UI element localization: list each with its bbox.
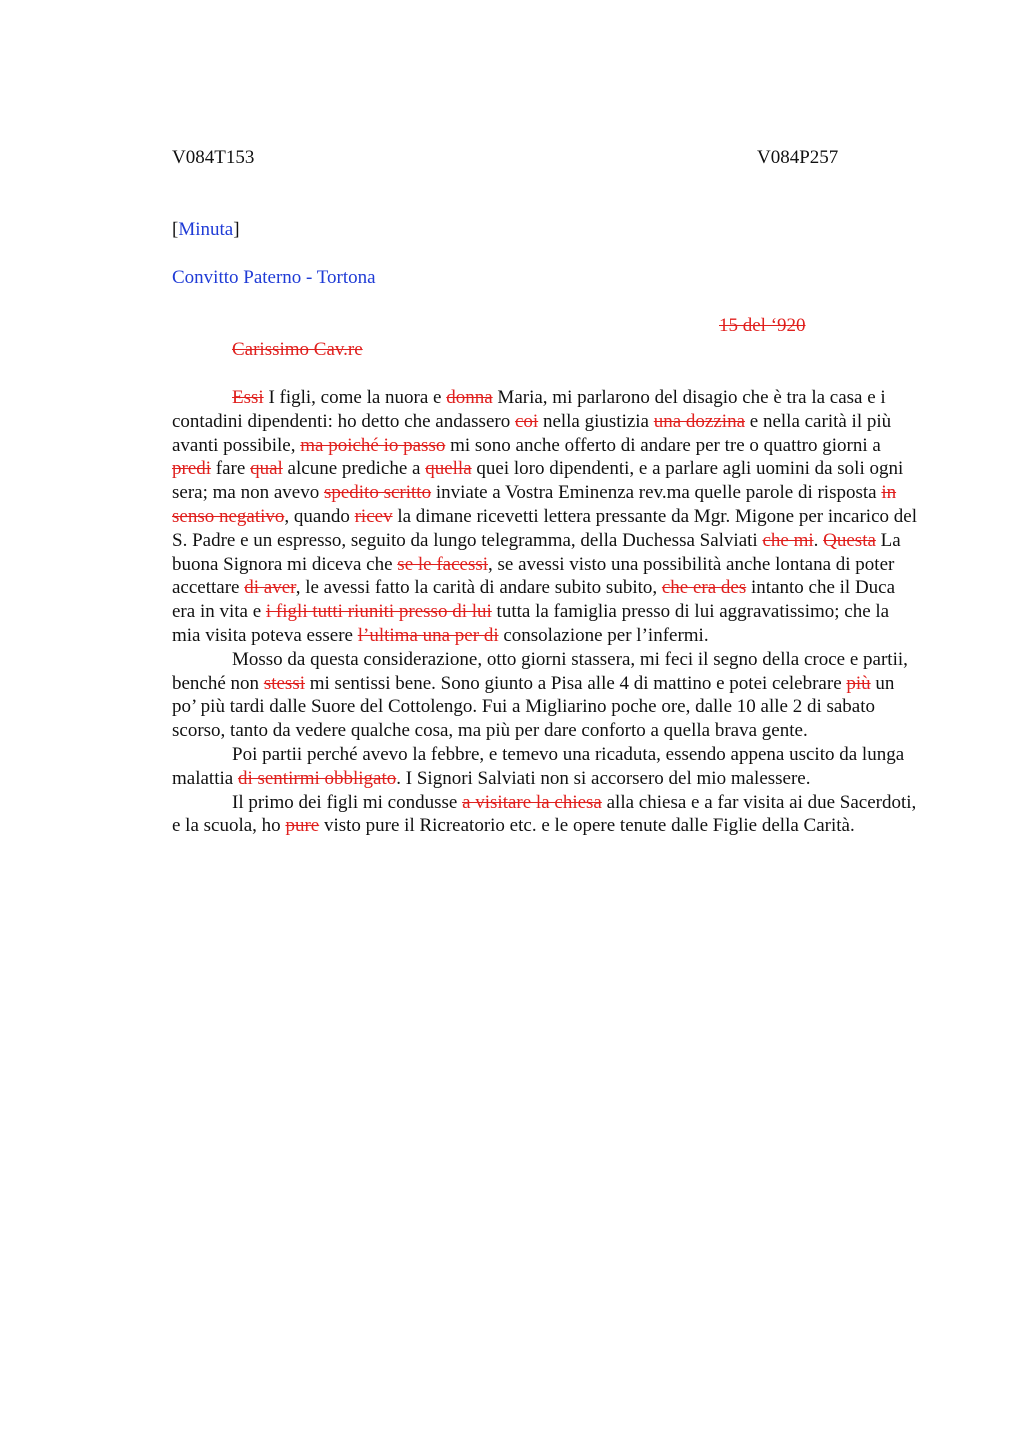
struck-text: di sentirmi obbligato	[237, 767, 397, 789]
struck-text: ricev	[354, 505, 393, 527]
bracket-close: ]	[233, 219, 240, 240]
struck-date: 15 del ‘920	[719, 315, 806, 336]
body-text: intanto che il Duca era in vita e	[172, 577, 896, 623]
letter-paragraph	[172, 743, 920, 791]
body-text: , le avessi fatto la carità di andare subito subito,	[295, 577, 662, 599]
struck-text: che era des	[661, 577, 747, 599]
body-text: fare	[211, 458, 251, 480]
struck-text: se le facessi	[397, 553, 489, 575]
body-text: consolazione per l’infermi.	[498, 624, 709, 646]
struck-text: i figli tutti riuniti presso di lui	[265, 601, 492, 623]
body-text: la dimane ricevetti lettera pressante da Mgr. Migone per incarico del S. Padre e un espresso, seguito da lungo telegramma, della Duchessa Salviati	[172, 505, 917, 551]
struck-text: che mi	[762, 529, 814, 551]
body-text: e nella carità il più avanti possibile,	[172, 410, 892, 456]
body-text: Maria, mi parlarono del disagio che è tra la casa e i contadini dipendenti: ho detto che andassero	[172, 387, 886, 432]
struck-text: qual	[250, 458, 283, 480]
struck-text: una dozzina	[653, 410, 746, 432]
struck-text: Questa	[823, 529, 876, 551]
body-text: Mosso da questa considerazione, otto giorni stassera, mi feci il segno della croce e partii, benché non	[172, 648, 908, 694]
document-code-right: V084P257	[757, 147, 839, 168]
document-code-left: V084T153	[172, 147, 255, 168]
struck-text: quella	[425, 458, 472, 480]
letter-paragraph	[172, 648, 920, 743]
body-text: nella giustizia	[538, 410, 654, 432]
minuta-text: Minuta	[178, 219, 234, 240]
body-text: un po’ più tardi dalle Suore del Cottolengo. Fui a Migliarino poche ore, dalle 10 alle 2 di sabato scorso, tanto da vedere qualche cosa, ma più per dare conforto a quella brava gente.	[172, 672, 895, 742]
struck-text: in senso negativo	[172, 482, 897, 527]
body-text: quei loro dipendenti, e a parlare agli uomini da soli ogni sera; ma non avevo	[172, 458, 904, 504]
struck-text: pure	[285, 815, 320, 837]
struck-text: predi	[172, 458, 212, 480]
struck-text: a visitare la chiesa	[462, 791, 602, 813]
body-text: tutta la famiglia presso di lui aggravatissimo; che la mia visita poteva essere	[172, 601, 890, 646]
letter-body	[172, 386, 920, 838]
body-text: visto pure il Ricreatorio etc. e le opere tenute dalle Figlie della Carità.	[319, 815, 855, 837]
body-text: inviate a Vostra Eminenza rev.ma quelle parole di risposta	[431, 482, 882, 504]
body-text: Poi partii perché avevo la febbre, e temevo una ricaduta, essendo appena uscito da lunga malattia	[172, 743, 905, 789]
body-text: .	[813, 529, 824, 551]
struck-text: stessi	[263, 672, 305, 694]
body-text: mi sono anche offerto di andare per tre o quattro giorni a	[445, 434, 881, 456]
struck-text: ma poiché io passo	[300, 434, 446, 456]
struck-text: l’ultima una per di	[357, 624, 499, 646]
struck-text: donna	[446, 387, 493, 408]
body-text: , quando	[284, 505, 355, 527]
body-text: I figli, come la nuora e	[263, 387, 447, 408]
struck-text: coi	[514, 410, 539, 432]
struck-salutation: Carissimo Cav.re	[232, 339, 363, 360]
letter-paragraph	[172, 386, 920, 648]
letter-paragraph	[172, 791, 920, 839]
body-text: Il primo dei figli mi condusse	[232, 791, 463, 813]
minuta-label	[172, 219, 240, 241]
body-text: La buona Signora mi diceva che	[172, 529, 901, 575]
struck-text: spedito scritto	[323, 482, 432, 504]
body-text: alcune prediche a	[282, 458, 426, 480]
body-text: . I Signori Salviati non si accorsero del mio malessere.	[396, 767, 811, 789]
struck-text: Essi	[232, 387, 264, 408]
body-text: , se avessi visto una possibilità anche lontana di poter accettare	[172, 553, 895, 599]
body-text: alla chiesa e a far visita ai due Sacerdoti, e la scuola, ho	[172, 791, 917, 837]
struck-text: più	[846, 672, 871, 694]
bracket-open: [	[172, 219, 179, 240]
struck-text: di aver	[244, 577, 296, 599]
body-text: mi sentissi bene. Sono giunto a Pisa alle 4 di mattino e potei celebrare	[305, 672, 847, 694]
place-heading: Convitto Paterno - Tortona	[172, 267, 376, 288]
